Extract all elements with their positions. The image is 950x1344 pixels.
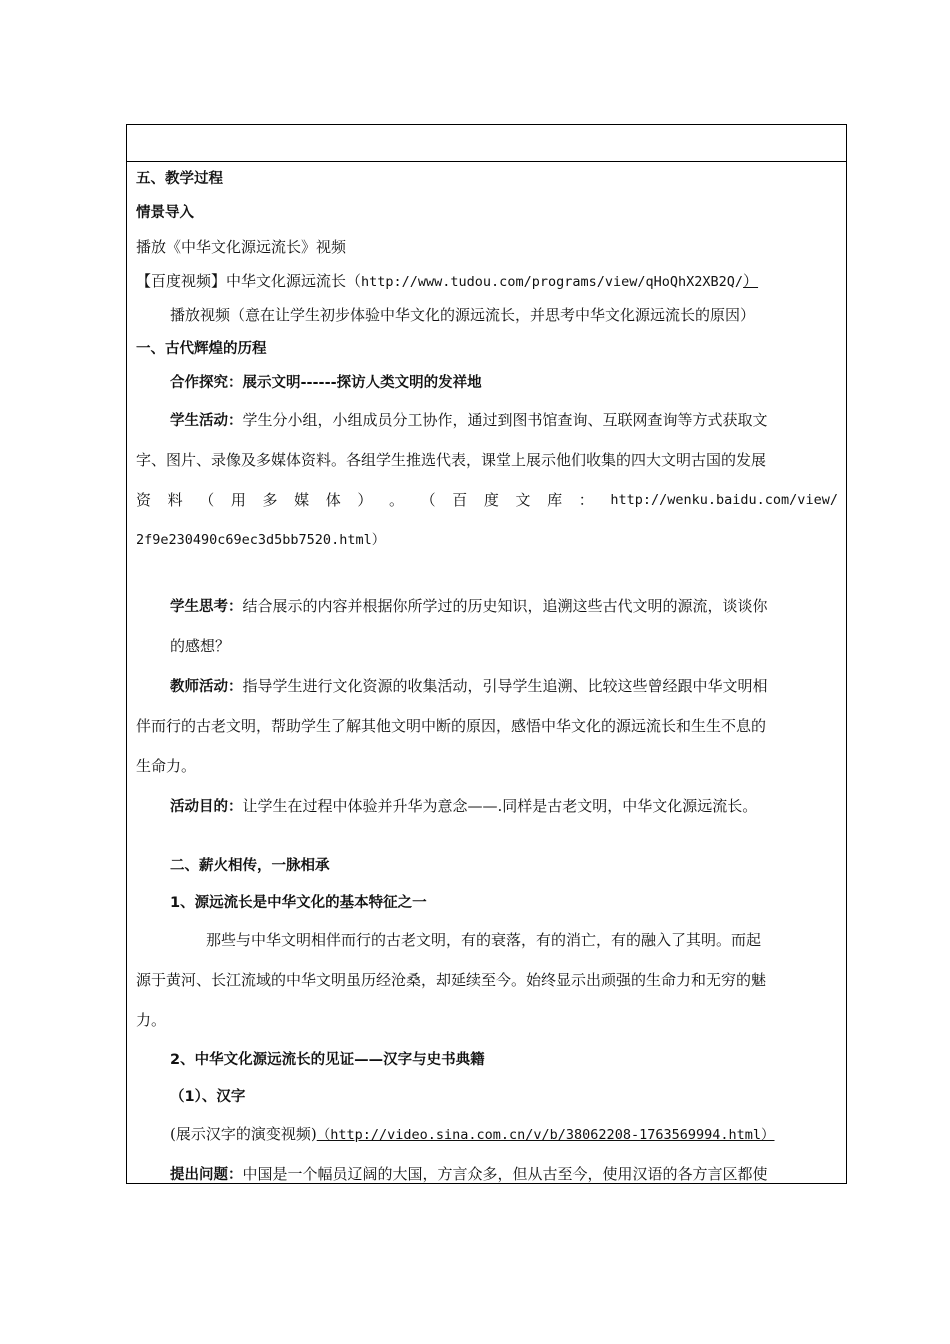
- baidu-video-prefix: 【百度视频】中华文化源远流长（: [136, 272, 362, 290]
- question-line: 提出问题：中国是一个幅员辽阔的大国，方言众多，但从古至今，使用汉语的各方言区都使: [170, 1165, 768, 1183]
- student-activity-line4: 2f9e230490c69ec3d5bb7520.html）: [136, 532, 386, 548]
- point1-line2: 源于黄河、长江流域的中华文明虽历经沧桑，却延续至今。始终显示出顽强的生命力和无穷的魅: [136, 971, 767, 989]
- intro-heading: 情景导入: [136, 205, 194, 221]
- activity-goal: 活动目的：让学生在过程中体验并升华为意念——.同样是古老文明，中华文化源远流长。: [170, 797, 758, 815]
- point2-title: 2、中华文化源远流长的见证——汉字与史书典籍: [170, 1052, 485, 1068]
- baidu-video-line: [136, 264, 838, 298]
- sina-video-link[interactable]: （http://video.sina.com.cn/v/b/38062208-1763569994.html）: [316, 1127, 775, 1143]
- section-title: 五、教学过程: [136, 171, 223, 187]
- student-think-label: 学生思考：: [170, 599, 243, 615]
- student-think-line1: 学生思考：结合展示的内容并根据你所学过的历史知识，追溯这些古代文明的源流，谈谈你: [170, 597, 768, 615]
- student-activity-label: 学生活动：: [170, 413, 243, 429]
- video-show-line: [136, 1114, 838, 1154]
- wenku-link[interactable]: http://wenku.baidu.com/view/: [610, 492, 838, 508]
- intro-play: 播放《中华文化源远流长》视频: [136, 238, 347, 256]
- coop-explore: 合作探究：展示文明------探访人类文明的发祥地: [170, 375, 482, 391]
- sub1-title: （1）、汉字: [170, 1089, 246, 1105]
- lesson-content: [127, 162, 846, 1184]
- video-show-prefix: (展示汉字的演变视频): [170, 1125, 317, 1143]
- student-activity-line2: 字、图片、录像及多媒体资料。各组学生推选代表，课堂上展示他们收集的四大文明古国的发展: [136, 451, 767, 469]
- baidu-video-close: ）: [743, 272, 759, 290]
- teacher-activity-label: 教师活动：: [170, 679, 243, 695]
- activity-goal-label: 活动目的：: [170, 799, 243, 815]
- teacher-activity-line3: 生命力。: [136, 757, 197, 775]
- point1-line1: 那些与中华文明相伴而行的古老文明，有的衰落，有的消亡，有的融入了其明。而起: [206, 931, 762, 949]
- play-note: 播放视频（意在让学生初步体验中华文化的源远流长，并思考中华文化源远流长的原因）: [170, 306, 756, 324]
- student-activity-line3: 资 料 （ 用 多 媒 体 ） 。 （ 百 度 文 库 ： http://wenku.baidu.com/view/: [136, 480, 838, 520]
- point1-title: 1、源远流长是中华文化的基本特征之一: [170, 895, 427, 911]
- question-label: 提出问题：: [170, 1167, 243, 1183]
- teacher-activity-line2: 伴而行的古老文明，帮助学生了解其他文明中断的原因，感悟中华文化的源远流长和生生不息的: [136, 717, 767, 735]
- baidu-video-link[interactable]: http://www.tudou.com/programs/view/qHoQhX2XB2Q/: [361, 274, 744, 290]
- table-top-row: [127, 125, 846, 162]
- teacher-activity-line1: 教师活动：指导学生进行文化资源的收集活动，引导学生追溯、比较这些曾经跟中华文明相: [170, 677, 768, 695]
- student-activity-line1: 学生活动：学生分小组，小组成员分工协作，通过到图书馆查询、互联网查询等方式获取文: [170, 411, 768, 429]
- part1-title: 一、古代辉煌的历程: [136, 341, 267, 357]
- lesson-table: [126, 124, 847, 1184]
- part2-title: 二、薪火相传，一脉相承: [170, 858, 330, 874]
- student-think-line2: 的感想？: [170, 637, 231, 655]
- point1-line3: 力。: [136, 1011, 167, 1029]
